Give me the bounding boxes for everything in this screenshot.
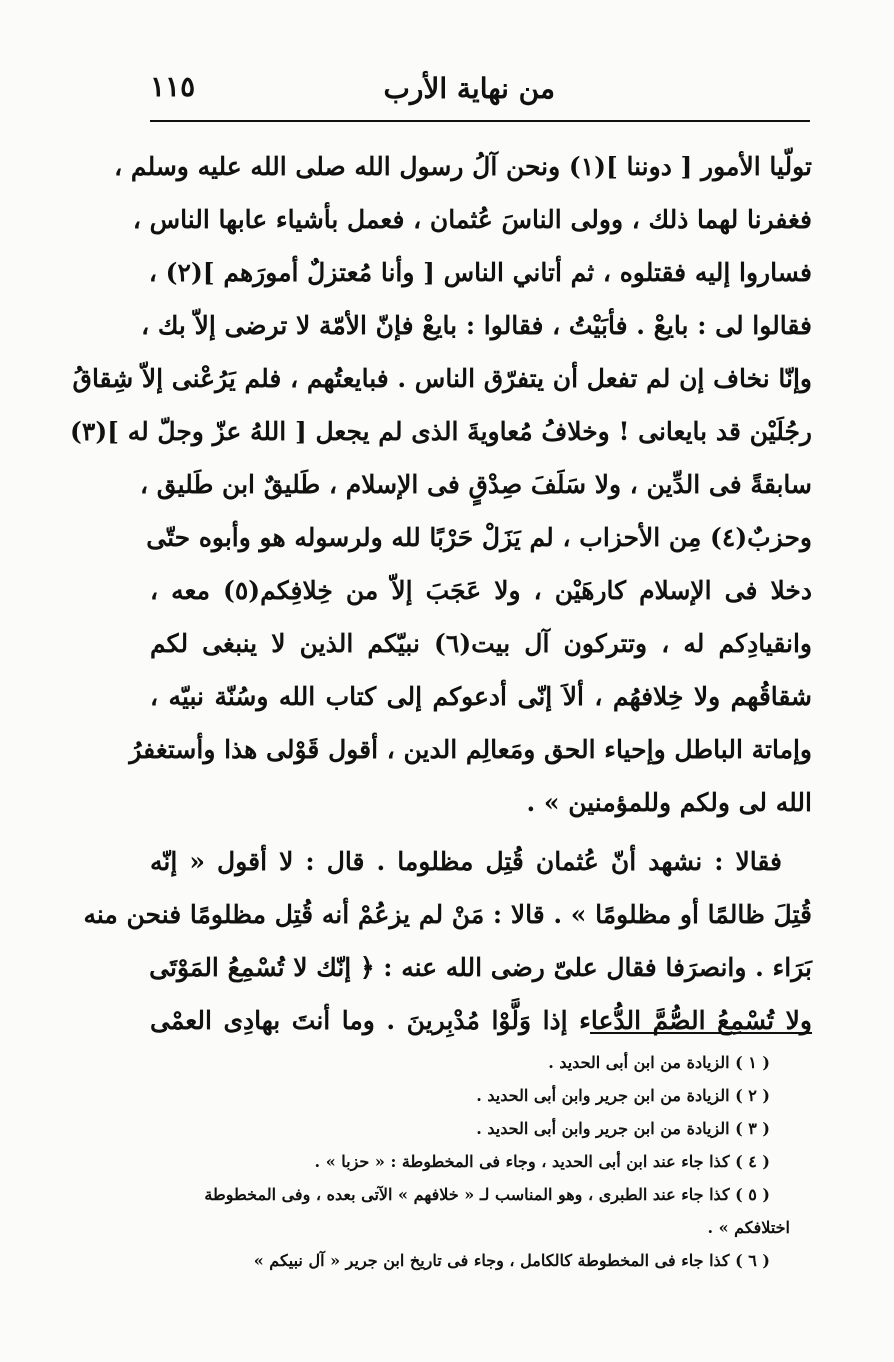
text-line: فقالوا لى : بايعْ . فأبَيْتُ ، فقالوا : بايعْ فإنّ الأمّة لا ترضى إلاّ بك ، (141, 311, 812, 340)
main-text (70, 140, 812, 1047)
text-line: فغفرنا لهما ذلك ، وولى الناسَ عُثمان ، فعمل بأشياء عابها الناس ، (132, 205, 812, 234)
footnote: ( ٢ ) الزيادة من ابن جرير وابن أبى الحديد . (476, 1086, 770, 1105)
text-line: رجُلَيْن قد بايعانى ! وخلافُ مُعاويةَ الذى لم يجعل [ اللهُ عزّ وجلّ له ](٣) (70, 417, 812, 446)
footnote-rule (590, 1032, 812, 1034)
footnote: ( ٤ ) كذا جاء عند ابن أبى الحديد ، وجاء فى المخطوطة : « حزبا » . (314, 1152, 770, 1171)
text-line: تولّيا الأمور [ دوننا ](١) ونحن آلُ رسول الله صلى الله عليه وسلم ، (114, 152, 812, 181)
text-line: وإنّا نخاف إن لم تفعل أن يتفرّق الناس . فبايعتُهم ، فلم يَرُعْنى إلاّ شِقاقُ (72, 364, 812, 393)
footnote: ( ٥ ) كذا جاء عند الطبرى ، وهو المناسب لـ « خلافهم » الآتى بعده ، وفى المخطوطة (204, 1185, 770, 1204)
footnote-continuation: اختلافكم » . (707, 1218, 790, 1237)
page-number: ١١٥ (150, 70, 196, 103)
footnote: ( ٦ ) كذا جاء فى المخطوطة كالكامل ، وجاء فى تاريخ ابن جرير « آل نبيكم » (253, 1251, 770, 1270)
text-line: قُتِلَ ظالمًا أو مظلومًا » . قالا : مَنْ لم يزعُمْ أنه قُتِل مظلومًا فنحن منه (83, 900, 812, 929)
text-line: وحزبٌ(٤) مِن الأحزاب ، لم يَزَلْ حَرْبًا لله ولرسوله هو وأبوه حتّى (146, 523, 812, 552)
footnote: ( ١ ) الزيادة من ابن أبى الحديد . (548, 1053, 770, 1072)
text-line: دخلا فى الإسلام كارهَيْن ، ولا عَجَبَ إلاّ من خِلافِكم(٥) معه ، (150, 576, 812, 605)
text-line: وانقيادِكم له ، وتتركون آل بيت(٦) نبيّكم الذين لا ينبغى لكم (150, 629, 812, 658)
running-title: من نهاية الأرب (383, 72, 555, 105)
footnote: ( ٣ ) الزيادة من ابن جرير وابن أبى الحديد . (476, 1119, 770, 1138)
text-line: فساروا إليه فقتلوه ، ثم أتاني الناس [ وأنا مُعتزلٌ أمورَهم ](٢) ، (148, 258, 812, 287)
text-line: فقالا : نشهد أنّ عُثمان قُتِل مظلوما . قال : لا أقول « إنّه (150, 847, 782, 876)
text-line: ولا تُسْمِعُ الصُّمَّ الدُّعاء إذا وَلَّوْا مُدْبِرينَ . وما أنتَ بهادِى العمْى (150, 1006, 812, 1035)
text-line: الله لى ولكم وللمؤمنين » . (526, 788, 812, 817)
text-line: شقاقُهم ولا خِلافهُم ، ألاَ إنّى أدعوكم إلى كتاب الله وسُنّة نبيّه ، (150, 682, 812, 711)
header-rule (150, 120, 810, 122)
text-line: سابقةً فى الدِّين ، ولا سَلَفَ صِدْقٍ فى الإسلام ، طَليقٌ ابن طَليق ، (140, 470, 812, 499)
text-line: بَرَاء . وانصرَفا فقال علىّ رضى الله عنه : ﴿ إنّك لا تُسْمِعُ المَوْتَى (149, 953, 812, 982)
footnotes (150, 1046, 790, 1277)
text-line: وإماتة الباطل وإحياء الحق ومَعالِم الدين ، أقول قَوْلى هذا وأستغفرُ (129, 735, 812, 764)
running-header (150, 66, 810, 118)
